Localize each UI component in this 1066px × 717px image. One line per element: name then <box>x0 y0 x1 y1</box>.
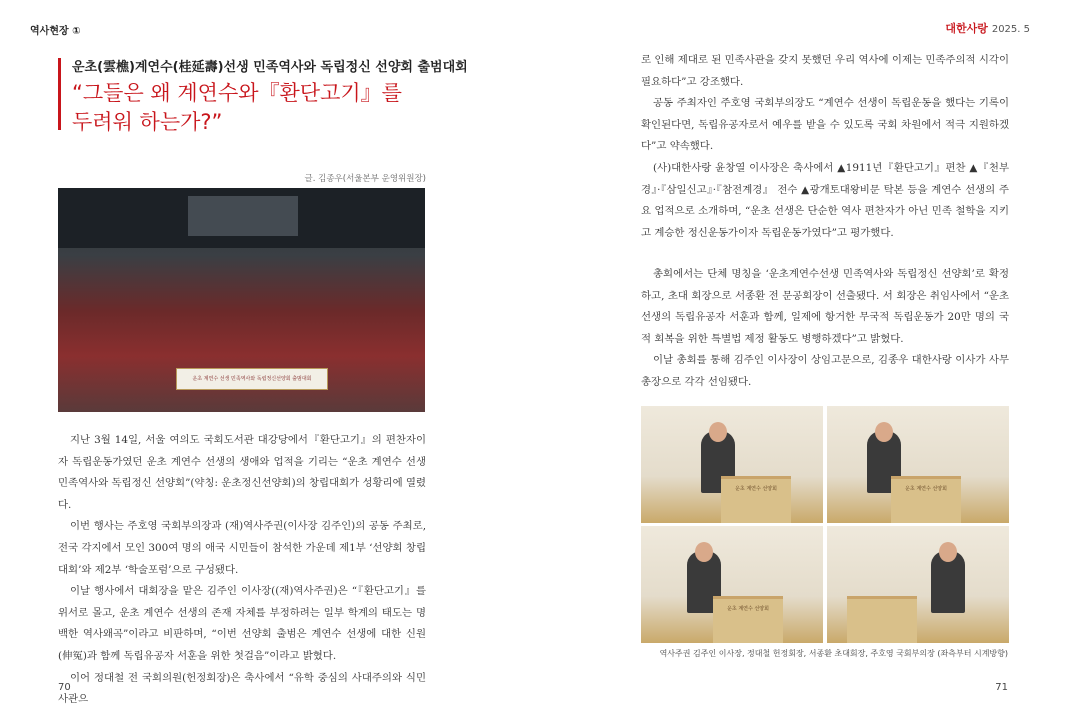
podium-sign: 운초 계연수 선양회 <box>735 486 777 492</box>
paragraph: (사)대한사랑 윤창열 이사장은 축사에서 ▲1911년『환단고기』편찬 ▲『천부경』·『삼일신고』·『참전계경』 전수 ▲광개토대왕비문 탁본 등을 계연수 선생의 주요 업적으로 소개하며, “운초 선생은 단순한 역사 편찬자가 아닌 민족 철학을 지키고 계승한 정신운동가이자 독립운동가였다”고 평가했다. <box>641 161 1009 239</box>
podium-sign: 운초 계연수 선양회 <box>727 606 769 612</box>
podium <box>713 596 783 643</box>
speaker-head <box>875 422 893 442</box>
speaker-head <box>709 422 727 442</box>
speaker-photo <box>827 526 1009 643</box>
speaker-photo <box>827 406 1009 523</box>
magazine-brand <box>945 20 1030 36</box>
page-number-left: 70 <box>58 682 71 693</box>
title-accent-bar <box>58 58 61 130</box>
speaker-photo-grid <box>641 406 1009 642</box>
paragraph: 지난 3월 14일, 서울 여의도 국회도서관 대강당에서『환단고기』의 편찬자이자 독립운동가였던 운초 계연수 선생의 생애와 업적을 기리는 “운초 계연수 선생 민족역사와 독립정신 선양회”(약칭: 운초정신선양회)의 창립대회가 성황리에 열렸다. <box>58 434 426 511</box>
paragraph: 이번 행사는 주호영 국회부의장과 (재)역사주권(이사장 김주인)의 공동 주최로, 전국 각지에서 모인 300여 명의 애국 시민들이 참석한 가운데 제1부 ‘선양회 창립대회’와 제2부 ‘학술포럼’으로 구성됐다. <box>58 520 426 576</box>
event-banner-text: 운초 계연수 선생 민족역사와 독립정신선양회 출범대회 <box>192 376 312 382</box>
speaker-head <box>939 542 957 562</box>
podium <box>721 476 791 523</box>
headline-line-2: 두려워 하는가?” <box>72 110 223 134</box>
article-headline <box>72 79 402 137</box>
paragraph: 공동 주최자인 주호영 국회부의장도 “계연수 선생이 독립운동을 했다는 기록이 확인된다면, 독립유공자로서 예우를 받을 수 있도록 국회 차원에서 적극 지원하겠다”고 약속했다. <box>641 97 1009 153</box>
issue-date: 2025. 5 <box>991 24 1030 35</box>
podium <box>847 596 917 643</box>
brand-name: 대한사랑 <box>945 22 988 35</box>
right-column-text-bottom <box>641 264 1009 394</box>
speaker-head <box>695 542 713 562</box>
paragraph: 이날 총회를 통해 김주인 이사장이 상임고문으로, 김종우 대한사랑 이사가 사무총장으로 각각 선임됐다. <box>641 354 1009 388</box>
event-banner <box>176 368 328 390</box>
speaker-photo <box>641 406 823 523</box>
left-column-text <box>58 430 426 711</box>
paragraph: 로 인해 제대로 된 민족사관을 갖지 못했던 우리 역사에 이제는 민족주의적 시각이 필요하다”고 강조했다. <box>641 54 1009 88</box>
headline-line-1: “그들은 왜 계연수와『환단고기』를 <box>72 81 402 105</box>
paragraph: 이날 행사에서 대회장을 맡은 김주인 이사장((재)역사주권)은 “『환단고기』를 위서로 몰고, 운초 계연수 선생의 존재 자체를 부정하려는 일부 학계의 태도는 명백한 역사왜곡”이라고 비판하며, “이번 선양회 출범은 계연수 선생에 대한 신원(伸冤)과 함께 독립유공자 서훈을 위한 첫걸음”이라고 밝혔다. <box>58 585 426 662</box>
speaker-photo <box>641 526 823 643</box>
stage-screen <box>188 196 298 236</box>
section-label: 역사현장 ① <box>30 26 81 37</box>
paragraph: 총회에서는 단체 명칭을 ‘운초계연수선생 민족역사와 독립정신 선양회’로 확정하고, 초대 회장으로 서종환 전 문공회장이 선출됐다. 서 회장은 취임사에서 “운초 선생의 독립유공자 서훈과 함께, 일제에 항거한 무국적 독립운동가 20만 명의 국적 회복을 위한 특별법 제정 활동도 병행하겠다”고 밝혔다. <box>641 268 1009 345</box>
page-number-right: 71 <box>995 682 1008 693</box>
podium <box>891 476 961 523</box>
right-column-text-top <box>641 50 1009 244</box>
byline: 글. 김종우(서울본부 운영위원장) <box>304 174 426 184</box>
podium-sign: 운초 계연수 선양회 <box>905 486 947 492</box>
photo-caption: 역사주권 김주인 이사장, 정대철 헌정회장, 서종환 초대회장, 주호영 국회부의장 (좌측부터 시계방향) <box>659 649 1008 658</box>
paragraph: 이어 정대철 전 국회의원(헌정회장)은 축사에서 “유학 중심의 사대주의와 식민사관으 <box>58 671 426 706</box>
article-subtitle: 운초(雲樵)계연수(桂延壽)선생 민족역사와 독립정신 선양회 출범대회 <box>72 60 468 75</box>
event-photo <box>58 188 425 412</box>
